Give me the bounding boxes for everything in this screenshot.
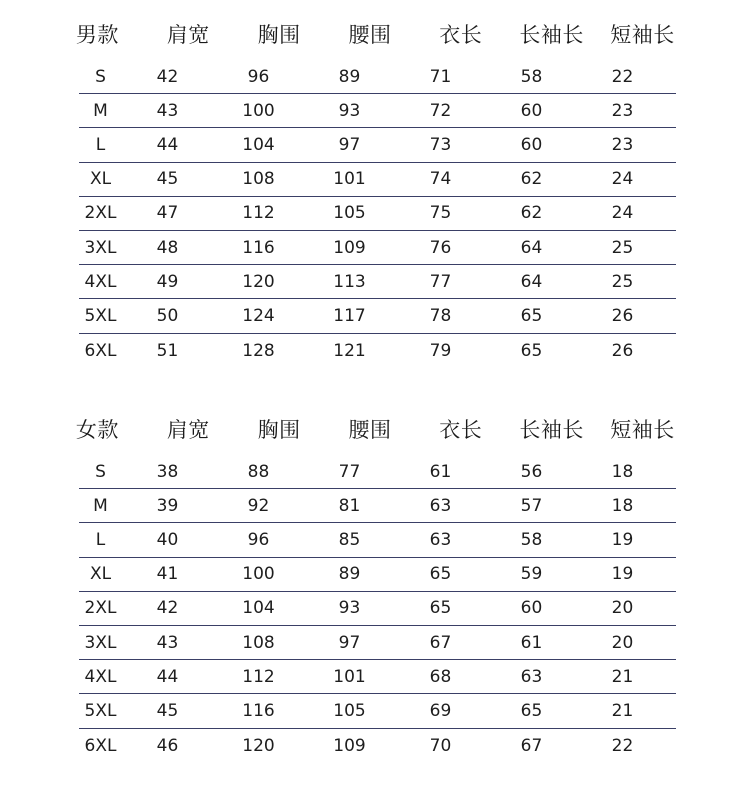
measurement-cell: 26 [611,305,634,326]
table-row [79,729,676,763]
table-row [79,592,676,626]
measurement-cell: 21 [611,700,634,721]
measurement-cell: 23 [611,134,634,155]
table-row [79,60,676,94]
size-label-cell: 3XL [84,632,117,653]
measurement-cell: 128 [242,340,275,361]
header-cell-long-sleeve: 长袖长 [519,23,584,47]
measurement-cell: 18 [611,495,634,516]
measurement-cell: 65 [429,564,452,585]
measurement-cell: 46 [156,735,179,756]
measurement-cell: 25 [611,271,634,292]
measurement-cell: 61 [429,461,452,482]
measurement-cell: 72 [429,100,452,121]
table-row [79,523,676,557]
size-label-cell: 4XL [84,271,117,292]
header-cell-shoulder: 肩宽 [166,418,210,442]
measurement-cell: 23 [611,100,634,121]
measurement-cell: 96 [247,529,270,550]
measurement-cell: 124 [242,305,275,326]
table-row [79,163,676,197]
measurement-cell: 22 [611,735,634,756]
size-label-cell: 4XL [84,666,117,687]
measurement-cell: 117 [333,305,366,326]
size-label-cell: XL [89,169,112,190]
measurement-cell: 89 [338,564,361,585]
measurement-cell: 97 [338,632,361,653]
measurement-cell: 42 [156,66,179,87]
measurement-cell: 62 [520,169,543,190]
measurement-cell: 58 [520,66,543,87]
measurement-cell: 18 [611,461,634,482]
measurement-cell: 96 [247,66,270,87]
measurement-cell: 65 [520,700,543,721]
size-label-cell: 6XL [84,735,117,756]
measurement-cell: 93 [338,100,361,121]
measurement-cell: 24 [611,169,634,190]
table-row [79,694,676,728]
measurement-cell: 22 [611,66,634,87]
size-label-cell: 6XL [84,340,117,361]
measurement-cell: 76 [429,237,452,258]
table-row [79,558,676,592]
measurement-cell: 109 [333,237,366,258]
measurement-cell: 21 [611,666,634,687]
size-label-cell: 3XL [84,237,117,258]
size-label-cell: M [93,495,108,516]
measurement-cell: 101 [333,666,366,687]
measurement-cell: 92 [247,495,270,516]
measurement-cell: 120 [242,271,275,292]
header-cell-shoulder: 肩宽 [166,23,210,47]
table-body [79,455,676,763]
measurement-cell: 45 [156,169,179,190]
header-cell-short-sleeve: 短袖长 [610,418,675,442]
measurement-cell: 70 [429,735,452,756]
measurement-cell: 104 [242,134,275,155]
header-cell-waist: 腰围 [348,418,392,442]
measurement-cell: 39 [156,495,179,516]
header-cell-waist: 腰围 [348,23,392,47]
measurement-cell: 51 [156,340,179,361]
table-row [79,334,676,368]
table-row [79,626,676,660]
measurement-cell: 105 [333,700,366,721]
measurement-cell: 41 [156,564,179,585]
measurement-cell: 93 [338,598,361,619]
measurement-cell: 56 [520,461,543,482]
size-label-cell: 5XL [84,305,117,326]
size-table-women [52,409,688,763]
measurement-cell: 64 [520,271,543,292]
table-row [79,489,676,523]
measurement-cell: 71 [429,66,452,87]
measurement-cell: 73 [429,134,452,155]
measurement-cell: 26 [611,340,634,361]
measurement-cell: 120 [242,735,275,756]
measurement-cell: 104 [242,598,275,619]
measurement-cell: 79 [429,340,452,361]
measurement-cell: 57 [520,495,543,516]
header-cell-chest: 胸围 [257,418,301,442]
header-cell-chest: 胸围 [257,23,301,47]
size-label-cell: S [95,66,106,87]
measurement-cell: 108 [242,169,275,190]
measurement-cell: 75 [429,203,452,224]
measurement-cell: 43 [156,100,179,121]
table-row [79,231,676,265]
measurement-cell: 47 [156,203,179,224]
measurement-cell: 20 [611,632,634,653]
measurement-cell: 69 [429,700,452,721]
measurement-cell: 43 [156,632,179,653]
measurement-cell: 109 [333,735,366,756]
measurement-cell: 60 [520,134,543,155]
measurement-cell: 88 [247,461,270,482]
measurement-cell: 19 [611,529,634,550]
size-label-cell: 5XL [84,700,117,721]
table-row [79,299,676,333]
measurement-cell: 50 [156,305,179,326]
table-row [79,128,676,162]
table-row [79,455,676,489]
measurement-cell: 61 [520,632,543,653]
header-cell-length: 衣长 [439,23,483,47]
size-label-cell: L [95,529,106,550]
measurement-cell: 67 [429,632,452,653]
measurement-cell: 49 [156,271,179,292]
measurement-cell: 68 [429,666,452,687]
measurement-cell: 77 [429,271,452,292]
measurement-cell: 63 [429,495,452,516]
table-body [79,60,676,368]
measurement-cell: 59 [520,564,543,585]
measurement-cell: 62 [520,203,543,224]
measurement-cell: 60 [520,100,543,121]
header-cell-category: 女款 [75,418,119,442]
measurement-cell: 44 [156,666,179,687]
measurement-cell: 42 [156,598,179,619]
table-row [79,660,676,694]
size-label-cell: S [95,461,106,482]
measurement-cell: 20 [611,598,634,619]
measurement-cell: 58 [520,529,543,550]
measurement-cell: 89 [338,66,361,87]
size-label-cell: 2XL [84,203,117,224]
measurement-cell: 63 [520,666,543,687]
size-label-cell: M [93,100,108,121]
measurement-cell: 19 [611,564,634,585]
measurement-cell: 121 [333,340,366,361]
measurement-cell: 77 [338,461,361,482]
table-header [52,409,688,449]
measurement-cell: 113 [333,271,366,292]
measurement-cell: 67 [520,735,543,756]
measurement-cell: 44 [156,134,179,155]
measurement-cell: 38 [156,461,179,482]
measurement-cell: 116 [242,237,275,258]
measurement-cell: 105 [333,203,366,224]
measurement-cell: 65 [520,340,543,361]
header-cell-category: 男款 [75,23,119,47]
size-label-cell: XL [89,564,112,585]
measurement-cell: 60 [520,598,543,619]
header-cell-long-sleeve: 长袖长 [519,418,584,442]
measurement-cell: 112 [242,203,275,224]
size-label-cell: L [95,134,106,155]
measurement-cell: 85 [338,529,361,550]
table-row [79,197,676,231]
measurement-cell: 65 [429,598,452,619]
measurement-cell: 63 [429,529,452,550]
table-row [79,265,676,299]
measurement-cell: 97 [338,134,361,155]
measurement-cell: 24 [611,203,634,224]
table-header [52,14,688,54]
measurement-cell: 40 [156,529,179,550]
measurement-cell: 100 [242,564,275,585]
measurement-cell: 25 [611,237,634,258]
measurement-cell: 81 [338,495,361,516]
header-cell-length: 衣长 [439,418,483,442]
measurement-cell: 64 [520,237,543,258]
measurement-cell: 48 [156,237,179,258]
table-row [79,94,676,128]
measurement-cell: 78 [429,305,452,326]
measurement-cell: 108 [242,632,275,653]
size-table-men [52,14,688,368]
measurement-cell: 112 [242,666,275,687]
size-label-cell: 2XL [84,598,117,619]
measurement-cell: 74 [429,169,452,190]
measurement-cell: 116 [242,700,275,721]
measurement-cell: 45 [156,700,179,721]
measurement-cell: 65 [520,305,543,326]
header-cell-short-sleeve: 短袖长 [610,23,675,47]
measurement-cell: 100 [242,100,275,121]
measurement-cell: 101 [333,169,366,190]
